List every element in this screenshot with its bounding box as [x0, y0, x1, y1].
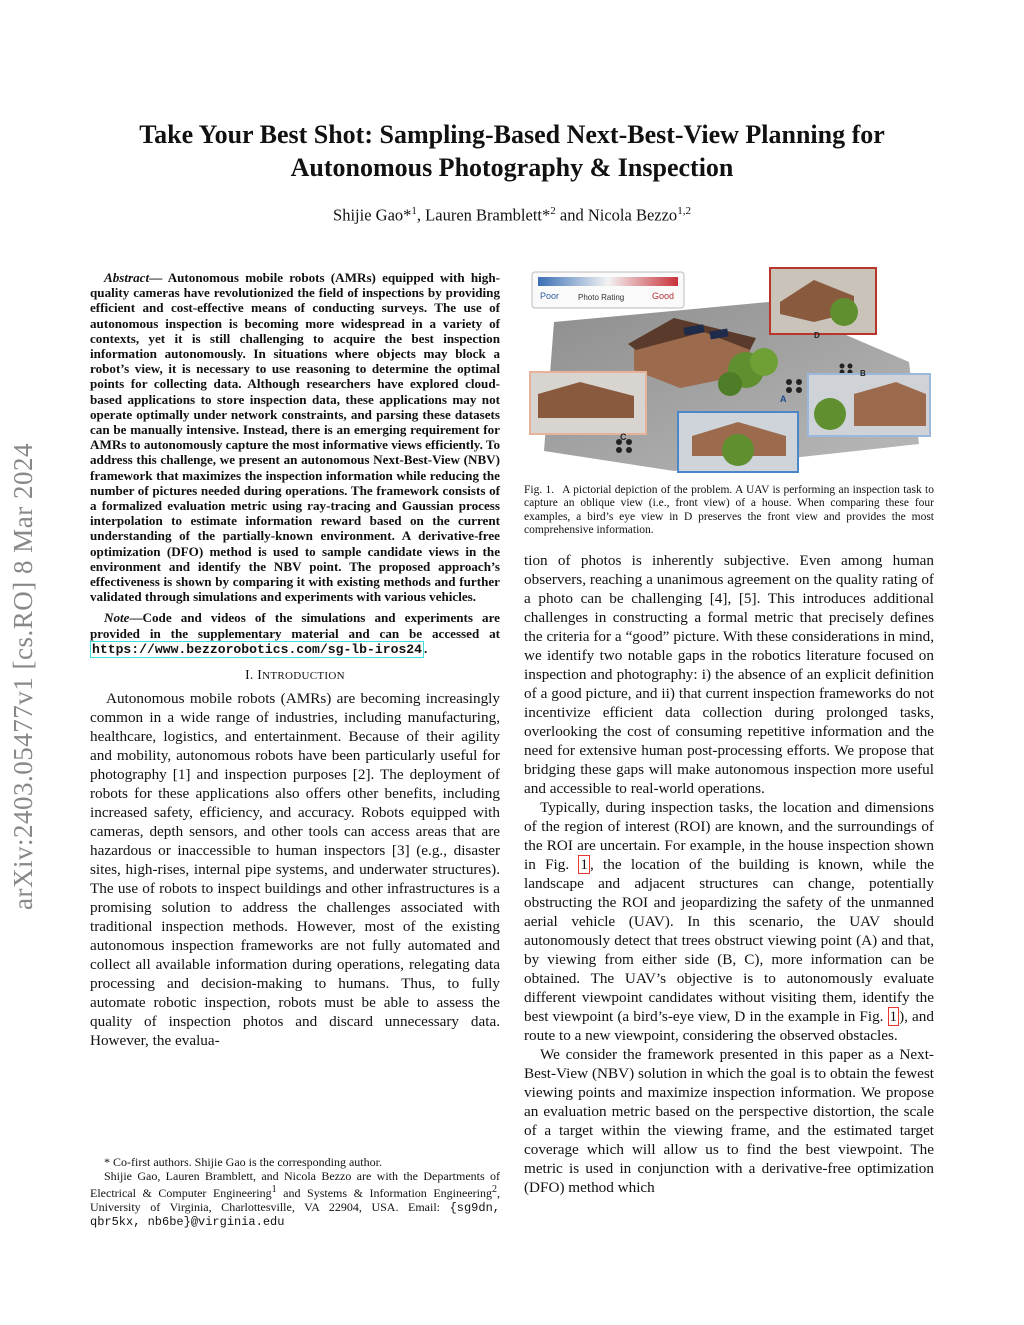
label-b: B	[860, 369, 866, 378]
supplementary-link[interactable]: https://www.bezzorobotics.com/sg-lb-iros24	[92, 641, 423, 657]
abstract-text: Autonomous mobile robots (AMRs) equipped with high-quality cameras have revolutionized the field of inspections by providing efficient and cost-effective means of conducting surveys. The use of autonomous inspection is becoming more widespread in a variety of contexts, yet it is still challenging to acquire the best inspection information autonomously. In situations where objects may block a robot’s view, it is necessary to use reasoning to determine the optimal points for collecting data. Although researchers have explored cloud-based applications to store inspection data, these applications may not operate optimally under network constraints, and parsing these datasets can be manually intensive. Instead, there is an emerging requirement for AMRs to autonomously capture the most informative views efficiently. To address this challenge, we present an autonomous Next-Best-View (NBV) framework that maximizes the inspection information while reducing the number of pictures needed during operations. The framework consists of a formalized evaluation metric using ray-tracing and Gaussian process interpolation to estimate information reward based on the current understanding of the partially-known environment. A derivative-free optimization (DFO) method is used to sample candidate views in the environment and identify the NBV point. The proposed approach’s effectiveness is shown by comparing it with existing methods and further validated through simulations and experiments with various vehicles.	[90, 270, 500, 605]
author-1-affil: 1	[411, 205, 417, 217]
footnote-sup-1: 1	[271, 1184, 277, 1195]
footnotes	[90, 1156, 500, 1230]
viewpoint-c-tree	[722, 434, 754, 466]
right-p2-b: , the location of the building is known, while the landscape and adjacent structures can change, potentially obstructing the ROI and jeopardizing the safety of the unmanned aerial vehicle (UAV). In this scenario, the UAV should autonomously detect that trees obstruct viewing point (A) and that, by viewing from either side (B, C), more information can be obtained. The UAV’s objective is to autonomously evaluate different viewpoint candidates without visiting them, identify the best viewpoint (a bird’s-eye view, D in the example in Fig.	[524, 856, 934, 1025]
footnote-affil-c: , University of Virginia, Charlottesville, VA 22904, USA. Email:	[90, 1186, 500, 1214]
right-p2-a: Typically, during inspection tasks, the location and dimensions of the region of interest (ROI) are known, and the surroundings of the ROI are uncertain. For example, in the house inspection shown in Fig.	[524, 799, 934, 873]
section-first-letter: I	[257, 667, 263, 683]
figure-1-caption	[524, 484, 934, 537]
footnote-sup-2: 2	[491, 1184, 497, 1195]
author-and: and	[555, 205, 588, 225]
right-p2-c: ), and route to a new viewpoint, considering the observed obstacles.	[524, 1008, 934, 1044]
author-1: Shijie Gao*	[333, 205, 412, 225]
legend-poor-label: Poor	[540, 291, 560, 301]
author-sep: ,	[416, 205, 426, 225]
footnote-cofirst: * Co-first authors. Shijie Gao is the corresponding author.	[104, 1155, 382, 1169]
viewpoint-b-tree	[814, 398, 846, 430]
paper-title	[100, 118, 924, 184]
author-3-affil: 1,2	[677, 205, 691, 217]
abstract	[90, 270, 500, 604]
author-2-affil: 2	[550, 205, 556, 217]
right-paragraph-3: We consider the framework presented in this paper as a Next-Best-View (NBV) solution in which the goal is to obtain the fewest viewing points and maximize inspection information. We propose an evaluation metric based on the perspective distortion, the scale of a target within the viewing frame, and the estimated target coverage which will allow us to find the best viewpoint. The metric is used in conjunction with a derivative-free optimization (DFO) method which	[524, 1046, 934, 1196]
author-3: Nicola Bezzo	[587, 205, 678, 225]
legend-title: Photo Rating	[578, 293, 625, 302]
title-line-2: Autonomous Photography & Inspection	[290, 153, 734, 182]
right-paragraph-2	[524, 798, 934, 1045]
tree	[718, 372, 742, 396]
note-dash: —	[129, 610, 143, 626]
right-column	[524, 551, 934, 1197]
label-c: C	[620, 432, 627, 442]
footnote-affiliation	[90, 1170, 500, 1230]
figure-ref-link[interactable]: 1	[580, 856, 588, 873]
note-text: Code and videos of the simulations and experiments are provided in the supplementary material and can be accessed at	[90, 610, 500, 641]
intro-paragraph-1: Autonomous mobile robots (AMRs) are becoming increasingly common in a wide range of industries, including manufacturing, healthcare, logistics, and entertainment. Because of their agility and mobility, autonomous robots have been particularly useful for photography [1] and inspection purposes [2]. The deployment of robots for these applications also offers other benefits, including increased safety, efficiency, and accuracy. Robots equipped with cameras, depth sensors, and other tools can access areas that are hazardous or inaccessible to human inspectors [3] (e.g., disaster sites, high-rises, internal pipe systems, and underwater structures). The use of robots to inspect buildings and other infrastructures is a promising solution to address the challenges associated with traditional inspection methods. However, most of the existing autonomous inspection frameworks are not fully automated and collect all available information during operations, relegating data processing and decision-making to humans. Thus, to fully automate robotic inspection, robots must be able to assess the quality of inspection photos and discard unnecessary data. However, the evalua-	[90, 690, 500, 1050]
legend-good-label: Good	[652, 291, 675, 301]
abstract-dash: —	[149, 270, 168, 285]
section-number: I.	[245, 667, 258, 683]
label-a: A	[780, 394, 787, 404]
abstract-label: Abstract	[104, 270, 150, 285]
note	[90, 610, 500, 657]
author-list	[100, 205, 924, 226]
section-title-rest: NTRODUCTION	[262, 670, 345, 683]
footnote-affil-a: Shijie Gao, Lauren Bramblett, and Nicola Bezzo are with the Departments of Electrical & Computer Engineering	[90, 1168, 500, 1200]
note-end: .	[424, 640, 428, 656]
title-line-1: Take Your Best Shot: Sampling-Based Next-Best-View Planning for	[139, 120, 885, 149]
label-d: D	[814, 331, 820, 340]
note-label: Note	[104, 610, 130, 626]
section-heading-introduction	[90, 667, 500, 683]
author-2: Lauren Bramblett*	[425, 205, 551, 225]
caption-label: Fig. 1.	[524, 484, 555, 496]
caption-text: A pictorial depiction of the problem. A UAV is performing an inspection task to capture an oblique view (i.e., front view) of a house. When comparing these four examples, a bird’s eye view in D preserves the front view and provides the most comprehensive information.	[524, 484, 934, 536]
tree	[750, 348, 778, 376]
footnote-affil-b: and Systems & Information Engineering	[276, 1186, 492, 1200]
footnote-email[interactable]: {sg9dn, qbr5kx, nb6be}@virginia.edu	[90, 1200, 500, 1229]
left-column	[90, 270, 500, 1050]
figure-1-illustration	[524, 266, 934, 476]
arxiv-id: arXiv:2403.05477v1 [cs.RO] 8 Mar 2024	[8, 443, 38, 910]
figure-ref-link[interactable]: 1	[889, 1008, 898, 1025]
figure-1	[524, 266, 934, 476]
viewpoint-d-tree	[830, 298, 858, 326]
right-paragraph-1: tion of photos is inherently subjective. Even among human observers, reaching a unanimous agreement on the quality rating of a photo can be challenging [4], [5]. This introduces additional challenges in constructing a formal metric that precisely defines the criteria for a “good” picture. With these considerations in mind, we identify two notable gaps in the robotics literature focused on inspection and photography: i) the absence of an explicit definition of a good picture, and ii) that current inspection frameworks do not incentivize efficient data collection during prolonged tasks, overlooking the cost of consuming repetitive information and the need for extensive human post-processing efforts. We propose that bridging these gaps will make autonomous inspection more useful and accessible to real-world operations.	[524, 552, 934, 797]
rating-gradient-bar	[538, 277, 678, 286]
